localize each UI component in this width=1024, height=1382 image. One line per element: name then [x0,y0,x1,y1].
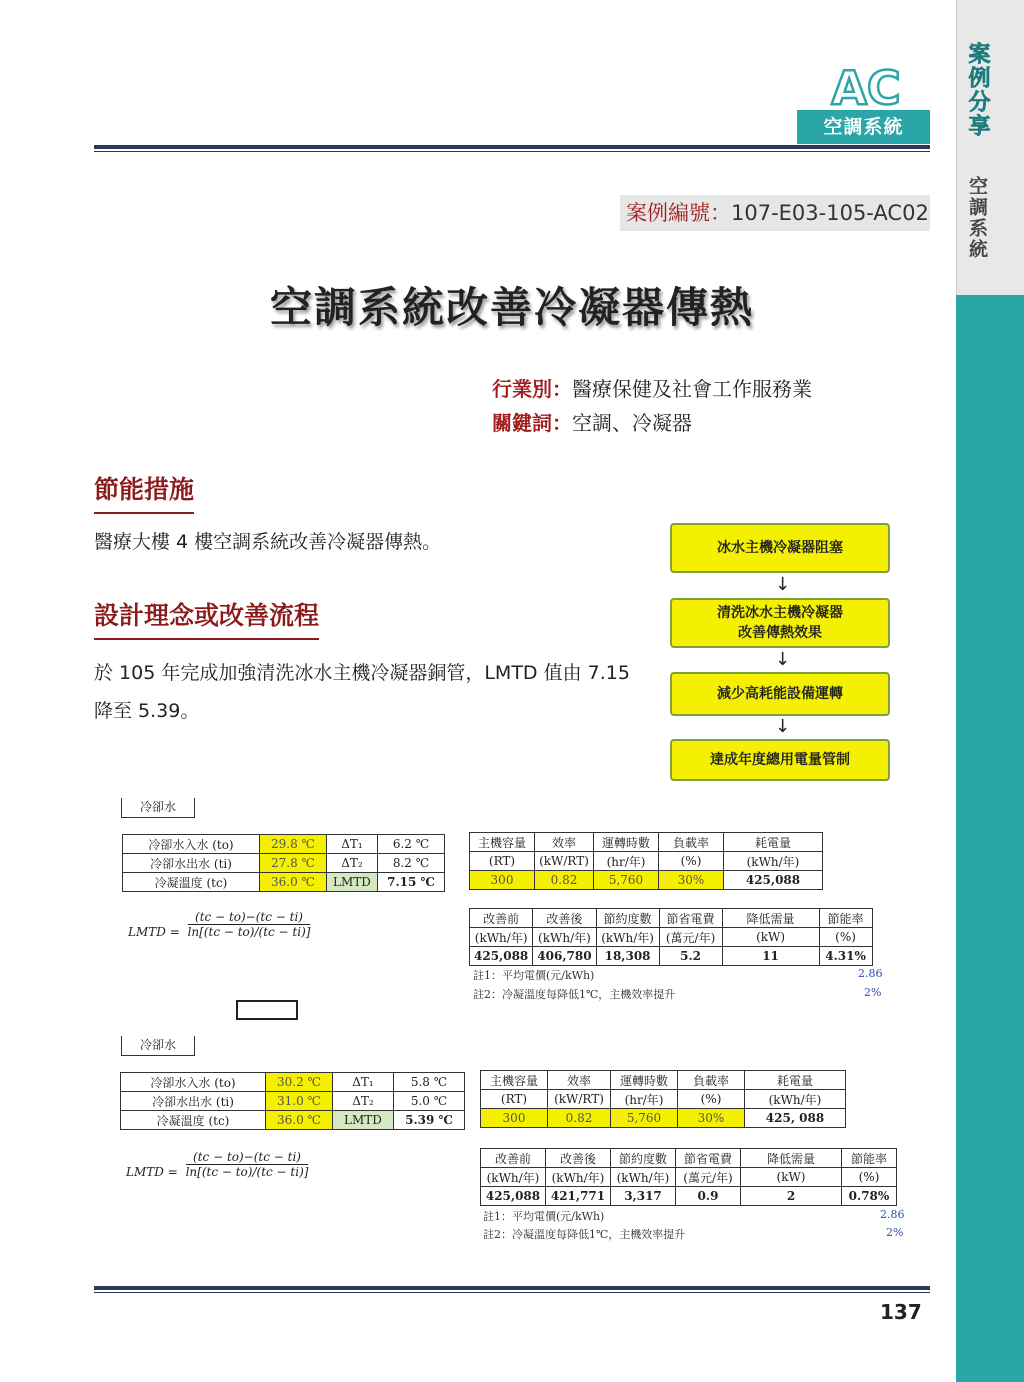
cell-value: 11 [722,947,819,966]
table-row [470,928,873,947]
lmtd-label: LMTD [327,873,378,892]
header-rule [94,145,930,149]
cell-value: 4.31% [819,947,872,966]
temp-value: 29.8 ℃ [260,835,327,854]
col-header: 主機容量 [481,1071,548,1090]
cell-value: 2 [741,1187,842,1206]
temp-label: 冷凝溫度 (tc) [121,1111,266,1130]
section-body-measures: 醫療大樓 4 樓空調系統改善冷凝器傳熱。 [94,531,442,553]
footer-rule [94,1286,930,1290]
formula-numerator: (tc − to)−(tc − ti) [188,910,311,925]
col-unit: (%) [819,928,872,947]
col-unit: (RT) [470,852,535,871]
delta-value: 5.0 ℃ [394,1092,465,1111]
cell-value: 0.9 [676,1187,741,1206]
col-unit: (kWh/年) [546,1168,611,1187]
cell-value: 0.82 [535,871,594,890]
table-row [481,1187,897,1206]
tag-cooling-water: 冷卻水 [121,798,195,818]
flow-arrow-icon: ↓ [775,649,791,670]
cell-value: 300 [481,1109,548,1128]
col-unit: (hr/年) [594,852,659,871]
case-number-value: 107-E03-105-AC02 [731,201,929,225]
meta-industry [492,373,812,402]
note-1: 註1：平均電價(元/kWh) [483,1210,605,1223]
flow-step-3 [670,672,890,716]
flow-arrow-icon: ↓ [775,716,791,737]
note-2-value: 2% [864,986,882,999]
table-row [121,1092,465,1111]
delta-label: ΔT₁ [327,835,378,854]
page-number: 137 [880,1300,922,1324]
tag-cooling-water: 冷卻水 [121,1036,195,1056]
cell-value: 5,760 [611,1109,678,1128]
cell-value: 5,760 [594,871,659,890]
meta-industry-value: 醫療保健及社會工作服務業 [572,377,812,401]
col-unit: (kWh/年) [470,928,533,947]
table-row [123,835,445,854]
temp-label: 冷卻水出水 (ti) [123,854,260,873]
temp-label: 冷凝溫度 (tc) [123,873,260,892]
cell-value: 18,308 [596,947,659,966]
col-header: 改善前 [470,909,533,928]
note-1-value: 2.86 [858,967,883,980]
flow-step-1-text: 冰水主機冷凝器阻塞 [717,540,843,556]
cell-value: 30% [659,871,724,890]
formula-denominator: ln[(tc − to)/(tc − ti)] [187,925,311,939]
note-2: 註2：冷凝溫度每降低1℃，主機效率提升 [473,988,676,1001]
temp-table-2 [120,1072,465,1130]
col-header: 改善後 [533,909,596,928]
note-2-value: 2% [886,1226,904,1239]
cell-value: 3,317 [611,1187,676,1206]
col-header: 運轉時數 [611,1071,678,1090]
flow-step-2-line1: 清洗冰水主機冷凝器 [717,605,843,621]
section-heading-design: 設計理念或改善流程 [94,596,319,640]
section-body-design: 於 105 年完成加強清洗冰水主機冷凝器銅管，LMTD 值由 7.15 降至 5.39。 [94,662,630,722]
table-row [481,1090,846,1109]
cell-value: 300 [470,871,535,890]
temp-value: 36.0 ℃ [260,873,327,892]
col-unit: (kWh/年) [745,1090,846,1109]
main-unit-table-2 [480,1070,846,1128]
col-header: 耗電量 [745,1071,846,1090]
flow-step-1 [670,523,890,573]
col-header: 節能率 [842,1149,897,1168]
flow-arrow-icon: ↓ [775,574,791,595]
delta-label: ΔT₁ [333,1073,394,1092]
col-unit: (kWh/年) [724,852,823,871]
cell-value: 0.82 [548,1109,611,1128]
lmtd-formula-2 [126,1150,308,1179]
flow-step-2 [670,598,890,648]
col-unit: (kW) [722,928,819,947]
footer-rule-thin [94,1292,930,1293]
note-1-value: 2.86 [880,1208,905,1221]
col-header: 效率 [535,833,594,852]
temp-label: 冷卻水入水 (to) [121,1073,266,1092]
lmtd-label: LMTD [333,1111,394,1130]
table-row [481,1109,846,1128]
table-row [121,1073,465,1092]
col-header: 降低需量 [722,909,819,928]
cell-value: 0.78% [842,1187,897,1206]
cell-value: 421,771 [546,1187,611,1206]
logo-mark: AC [831,62,901,110]
temp-value: 36.0 ℃ [266,1111,333,1130]
col-header: 效率 [548,1071,611,1090]
table-row [123,873,445,892]
flow-step-4 [670,739,890,781]
header-rule-thin [94,151,930,152]
section-heading-measures: 節能措施 [94,470,194,514]
table-row [481,1168,897,1187]
logo-subtitle: 空調系統 [797,110,930,144]
col-header: 節約度數 [611,1149,676,1168]
col-unit: (kWh/年) [596,928,659,947]
table-row [123,854,445,873]
col-header: 改善後 [546,1149,611,1168]
cell-value: 406,780 [533,947,596,966]
formula-lhs: LMTD = [126,1165,178,1179]
cell-value: 30% [678,1109,745,1128]
delta-value: 5.8 ℃ [394,1073,465,1092]
table-row [470,852,823,871]
temp-table-1 [122,834,445,892]
temp-value: 31.0 ℃ [266,1092,333,1111]
col-unit: (kW/RT) [548,1090,611,1109]
col-header: 節約度數 [596,909,659,928]
col-unit: (RT) [481,1090,548,1109]
cell-value: 425, 088 [745,1109,846,1128]
table-row [470,833,823,852]
flow-step-4-text: 達成年度總用電量管制 [710,752,850,768]
col-header: 節省電費 [676,1149,741,1168]
lmtd-value: 7.15 ℃ [378,873,445,892]
delta-label: ΔT₂ [327,854,378,873]
col-unit: (%) [678,1090,745,1109]
col-header: 主機容量 [470,833,535,852]
formula-numerator: (tc − to)−(tc − ti) [186,1150,309,1165]
note-2: 註2：冷凝溫度每降低1℃，主機效率提升 [483,1228,686,1241]
col-header: 負載率 [678,1071,745,1090]
flow-step-2-line2: 改善傳熱效果 [738,625,822,641]
cell-value: 425,088 [470,947,533,966]
table-row [121,1111,465,1130]
col-unit: (hr/年) [611,1090,678,1109]
saving-table-2 [480,1148,897,1206]
meta-keywords-value: 空調、冷凝器 [572,411,692,435]
col-unit: (kWh/年) [533,928,596,947]
empty-box [236,1000,298,1020]
saving-table-1 [469,908,873,966]
table-row [470,871,823,890]
table-row [470,909,873,928]
note-1: 註1：平均電價(元/kWh) [473,969,595,982]
meta-industry-key: 行業別： [492,377,572,401]
temp-value: 30.2 ℃ [266,1073,333,1092]
page-title: 空調系統改善冷凝器傳熱 [269,283,754,332]
meta-keywords-key: 關鍵詞： [492,411,572,435]
col-header: 改善前 [481,1149,546,1168]
main-unit-table-1 [469,832,823,890]
col-header: 運轉時數 [594,833,659,852]
col-header: 負載率 [659,833,724,852]
meta-keywords [492,407,692,436]
delta-value: 8.2 ℃ [378,854,445,873]
case-number [620,195,930,231]
col-unit: (萬元/年) [659,928,722,947]
formula-denominator: ln[(tc − to)/(tc − ti)] [185,1165,309,1179]
cell-value: 5.2 [659,947,722,966]
table-row [470,947,873,966]
col-unit: (%) [842,1168,897,1187]
col-unit: (kWh/年) [481,1168,546,1187]
lmtd-formula-1 [128,910,310,939]
col-unit: (kW/RT) [535,852,594,871]
ac-logo [804,62,928,110]
case-number-label: 案例編號： [626,201,731,225]
flow-step-3-text: 減少高耗能設備運轉 [717,686,843,702]
temp-value: 27.8 ℃ [260,854,327,873]
col-header: 耗電量 [724,833,823,852]
table-row [481,1071,846,1090]
delta-label: ΔT₂ [333,1092,394,1111]
formula-lhs: LMTD = [128,925,180,939]
col-header: 節省電費 [659,909,722,928]
side-category: 案例分享 [965,42,990,138]
cell-value: 425,088 [481,1187,546,1206]
col-unit: (%) [659,852,724,871]
col-header: 節能率 [819,909,872,928]
side-subcategory: 空調系統 [966,176,988,260]
col-unit: (kWh/年) [611,1168,676,1187]
temp-label: 冷卻水入水 (to) [123,835,260,854]
temp-label: 冷卻水出水 (ti) [121,1092,266,1111]
delta-value: 6.2 ℃ [378,835,445,854]
table-row [481,1149,897,1168]
col-header: 降低需量 [741,1149,842,1168]
col-unit: (萬元/年) [676,1168,741,1187]
lmtd-value: 5.39 ℃ [394,1111,465,1130]
col-unit: (kW) [741,1168,842,1187]
cell-value: 425,088 [724,871,823,890]
